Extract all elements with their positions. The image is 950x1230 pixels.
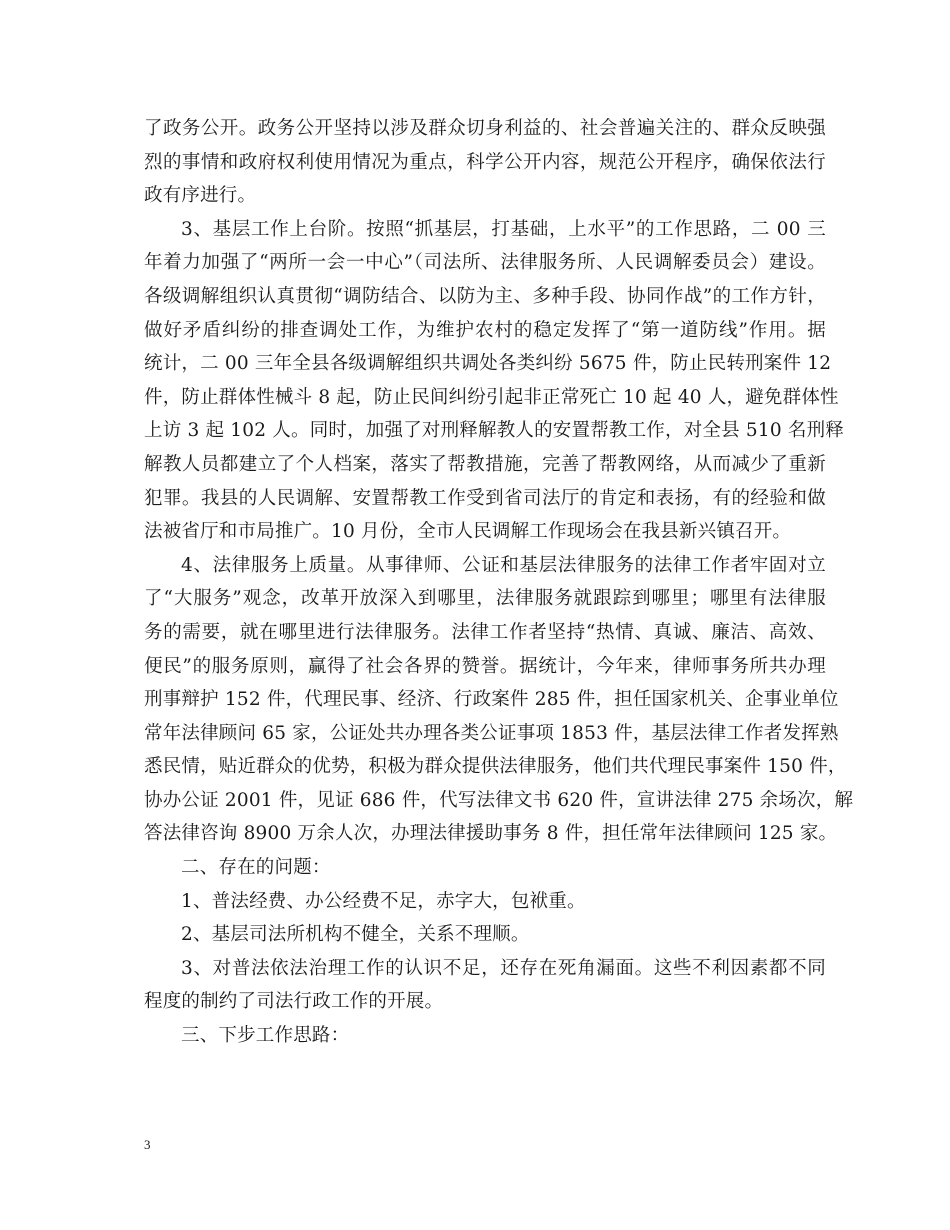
text-line: 年着力加强了“两所一会一中心”（司法所、法律服务所、人民调解委员会）建设。 — [144, 252, 826, 274]
text-line: 4、法律服务上质量。从事律师、公证和基层法律服务的法律工作者牢固对立 — [181, 554, 826, 576]
text-line: 3、基层工作上台阶。按照“抓基层，打基础，上水平”的工作思路，二 00 三 — [181, 218, 826, 240]
text-line: 烈的事情和政府权利使用情况为重点，科学公开内容，规范公开程序，确保依法行 — [144, 151, 826, 173]
text-line: 各级调解组织认真贯彻“调防结合、以防为主、多种手段、协同作战”的工作方针， — [144, 285, 826, 307]
text-line: 刑事辩护 152 件，代理民事、经济、行政案件 285 件，担任国家机关、企事业单位 — [144, 689, 839, 711]
list-item: 2、基层司法所机构不健全，关系不理顺。 — [181, 924, 530, 946]
text-line: 悉民情，贴近群众的优势，积极为群众提供法律服务，他们共代理民事案件 150 件， — [144, 756, 847, 778]
document-body — [144, 112, 854, 1053]
text-line: 做好矛盾纠纷的排查调处工作，为维护农村的稳定发挥了“第一道防线”作用。据 — [144, 319, 826, 341]
text-line: 便民”的服务原则，赢得了社会各界的赞誉。据统计，今年来，律师事务所共办理 — [144, 655, 826, 677]
text-line: 解教人员都建立了个人档案，落实了帮教措施，完善了帮教网络，从而减少了重新 — [144, 453, 826, 475]
text-line: 了政务公开。政务公开坚持以涉及群众切身利益的、社会普遍关注的、群众反映强 — [144, 118, 826, 139]
text-line: 政有序进行。 — [144, 185, 257, 207]
text-line: 答法律咨询 8900 万余人次，办理法律援助事务 8 件，担任常年法律顾问 125 家。 — [144, 823, 838, 845]
list-item: 1、普法经费、办公经费不足，赤字大，包袱重。 — [181, 890, 586, 912]
text-line: 件，防止群体性械斗 8 起，防止民间纠纷引起非正常死亡 10 起 40 人，避免群体性 — [144, 386, 839, 408]
section-heading: 二、存在的问题： — [181, 857, 331, 879]
text-line: 程度的制约了司法行政工作的开展。 — [144, 991, 444, 1013]
text-line: 统计，二 00 三年全县各级调解组织共调处各类纠纷 5675 件，防止民转刑案件 12 — [144, 353, 832, 375]
text-line: 上访 3 起 102 人。同时，加强了对刑释解教人的安置帮教工作，对全县 510 名刑释 — [144, 420, 844, 442]
list-item: 3、对普法依法治理工作的认识不足，还存在死角漏面。这些不利因素都不同 — [181, 957, 826, 979]
text-line: 常年法律顾问 65 家，公证处共办理各类公证事项 1853 件，基层法律工作者发挥熟 — [144, 722, 839, 744]
text-line: 法被省厅和市局推广。10 月份，全市人民调解工作现场会在我县新兴镇召开。 — [144, 521, 792, 543]
text-line: 犯罪。我县的人民调解、安置帮教工作受到省司法厅的肯定和表扬，有的经验和做 — [144, 487, 826, 509]
section-heading: 三、下步工作思路： — [181, 1025, 350, 1047]
page-number: 3 — [144, 1137, 151, 1152]
text-line: 务的需要，就在哪里进行法律服务。法律工作者坚持“热情、真诚、廉洁、高效、 — [144, 621, 826, 643]
text-line: 协办公证 2001 件，见证 686 件，代写法律文书 620 件，宣讲法律 275 余场次，解 — [144, 789, 854, 811]
text-line: 了“大服务”观念，改革开放深入到哪里，法律服务就跟踪到哪里；哪里有法律服 — [144, 588, 826, 610]
